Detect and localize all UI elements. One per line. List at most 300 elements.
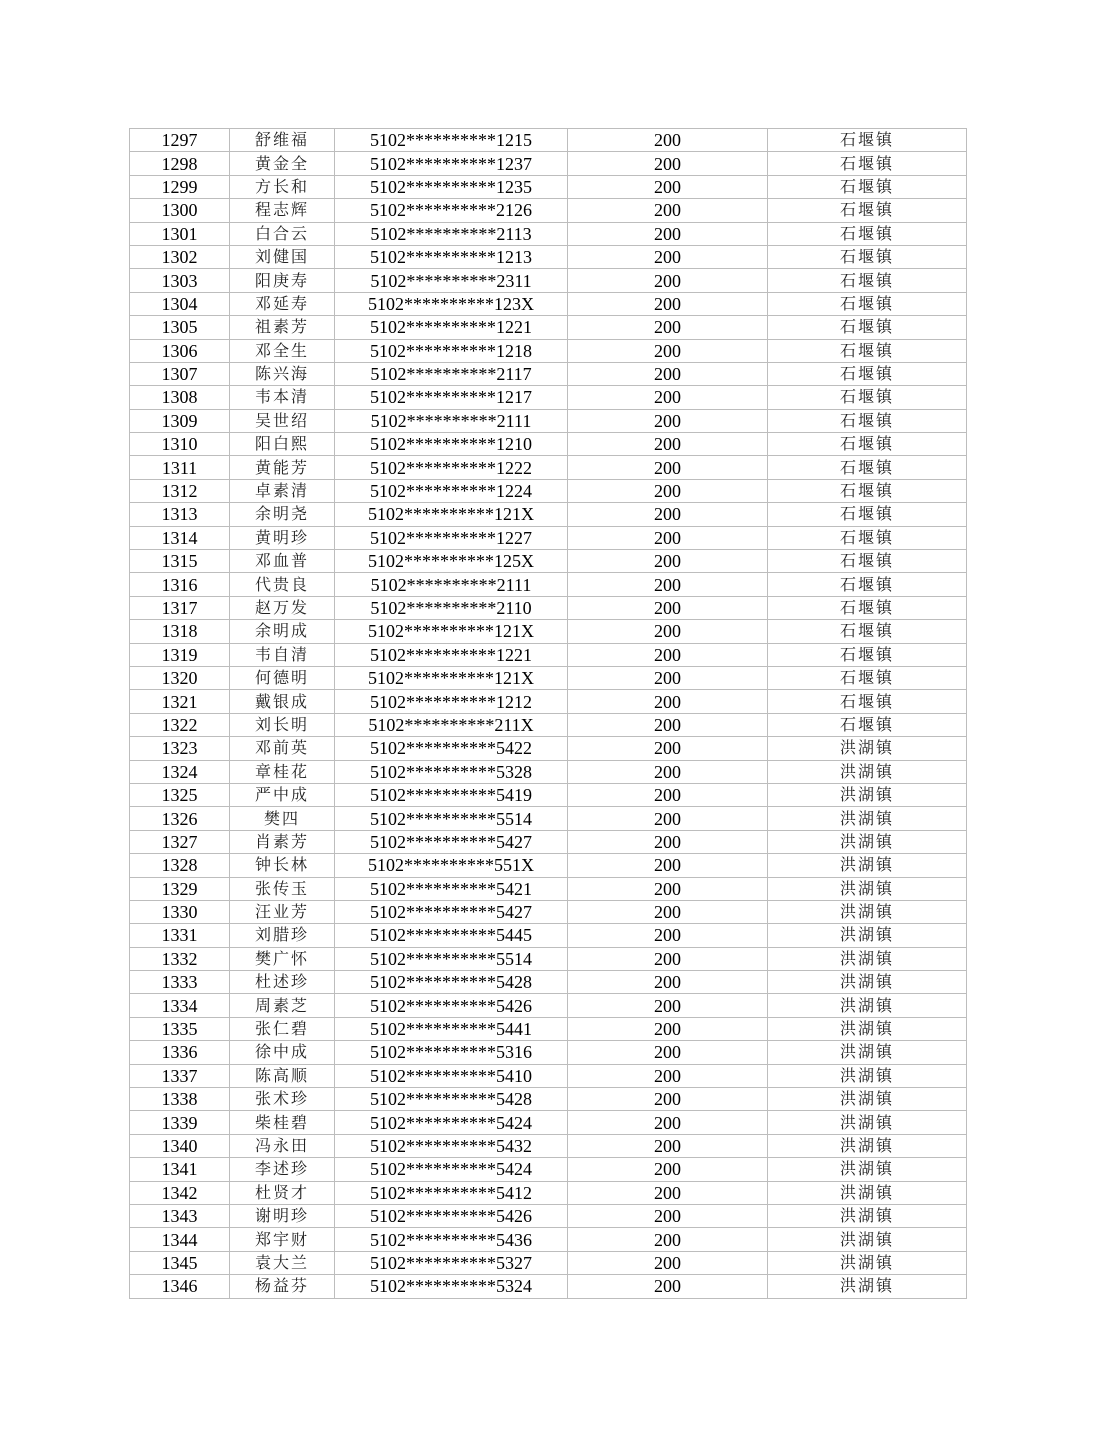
masked-id-cell: 5102**********2113	[335, 222, 568, 245]
masked-id-cell: 5102**********1218	[335, 339, 568, 362]
person-name-cell: 樊四	[230, 807, 335, 830]
table-row	[130, 690, 967, 713]
person-name-cell: 张术珍	[230, 1088, 335, 1111]
row-number-cell: 1339	[130, 1111, 230, 1134]
town-cell: 洪湖镇	[768, 830, 967, 853]
masked-id-cell: 5102**********1215	[335, 129, 568, 152]
amount-cell: 200	[568, 386, 768, 409]
table-row	[130, 362, 967, 385]
masked-id-cell: 5102**********1222	[335, 456, 568, 479]
town-cell: 洪湖镇	[768, 900, 967, 923]
masked-id-cell: 5102**********2117	[335, 362, 568, 385]
row-number-cell: 1324	[130, 760, 230, 783]
town-cell: 石堰镇	[768, 573, 967, 596]
row-number-cell: 1330	[130, 900, 230, 923]
town-cell: 洪湖镇	[768, 1088, 967, 1111]
row-number-cell: 1336	[130, 1041, 230, 1064]
amount-cell: 200	[568, 713, 768, 736]
table-row	[130, 526, 967, 549]
row-number-cell: 1313	[130, 503, 230, 526]
table-row	[130, 1204, 967, 1227]
masked-id-cell: 5102**********5427	[335, 900, 568, 923]
table-row	[130, 409, 967, 432]
masked-id-cell: 5102**********5419	[335, 783, 568, 806]
amount-cell: 200	[568, 362, 768, 385]
town-cell: 石堰镇	[768, 526, 967, 549]
person-name-cell: 阳白熙	[230, 433, 335, 456]
row-number-cell: 1329	[130, 877, 230, 900]
amount-cell: 200	[568, 1134, 768, 1157]
table-row	[130, 503, 967, 526]
amount-cell: 200	[568, 807, 768, 830]
person-name-cell: 杨益芬	[230, 1275, 335, 1298]
masked-id-cell: 5102**********5327	[335, 1251, 568, 1274]
person-name-cell: 李述珍	[230, 1158, 335, 1181]
amount-cell: 200	[568, 994, 768, 1017]
amount-cell: 200	[568, 971, 768, 994]
amount-cell: 200	[568, 1041, 768, 1064]
amount-cell: 200	[568, 222, 768, 245]
row-number-cell: 1334	[130, 994, 230, 1017]
table-row	[130, 573, 967, 596]
masked-id-cell: 5102**********5410	[335, 1064, 568, 1087]
amount-cell: 200	[568, 1017, 768, 1040]
table-row	[130, 994, 967, 1017]
amount-cell: 200	[568, 409, 768, 432]
town-cell: 石堰镇	[768, 316, 967, 339]
masked-id-cell: 5102**********2110	[335, 596, 568, 619]
amount-cell: 200	[568, 550, 768, 573]
town-cell: 石堰镇	[768, 503, 967, 526]
amount-cell: 200	[568, 924, 768, 947]
masked-id-cell: 5102**********1237	[335, 152, 568, 175]
masked-id-cell: 5102**********1213	[335, 245, 568, 268]
row-number-cell: 1306	[130, 339, 230, 362]
masked-id-cell: 5102**********1227	[335, 526, 568, 549]
person-name-cell: 刘腊珍	[230, 924, 335, 947]
row-number-cell: 1320	[130, 666, 230, 689]
amount-cell: 200	[568, 854, 768, 877]
town-cell: 洪湖镇	[768, 971, 967, 994]
town-cell: 石堰镇	[768, 152, 967, 175]
person-name-cell: 邓前英	[230, 737, 335, 760]
table-row	[130, 1017, 967, 1040]
row-number-cell: 1344	[130, 1228, 230, 1251]
masked-id-cell: 5102**********123X	[335, 292, 568, 315]
person-name-cell: 吴世绍	[230, 409, 335, 432]
masked-id-cell: 5102**********5316	[335, 1041, 568, 1064]
row-number-cell: 1304	[130, 292, 230, 315]
table-row	[130, 666, 967, 689]
table-row	[130, 199, 967, 222]
table-row	[130, 1181, 967, 1204]
masked-id-cell: 5102**********5427	[335, 830, 568, 853]
table-row	[130, 129, 967, 152]
person-name-cell: 韦本清	[230, 386, 335, 409]
amount-cell: 200	[568, 737, 768, 760]
amount-cell: 200	[568, 1158, 768, 1181]
row-number-cell: 1301	[130, 222, 230, 245]
table-row	[130, 924, 967, 947]
amount-cell: 200	[568, 666, 768, 689]
person-name-cell: 杜贤才	[230, 1181, 335, 1204]
amount-cell: 200	[568, 643, 768, 666]
town-cell: 洪湖镇	[768, 783, 967, 806]
amount-cell: 200	[568, 900, 768, 923]
row-number-cell: 1345	[130, 1251, 230, 1274]
table-row	[130, 269, 967, 292]
row-number-cell: 1315	[130, 550, 230, 573]
town-cell: 洪湖镇	[768, 1041, 967, 1064]
table-row	[130, 947, 967, 970]
row-number-cell: 1342	[130, 1181, 230, 1204]
town-cell: 洪湖镇	[768, 807, 967, 830]
masked-id-cell: 5102**********1210	[335, 433, 568, 456]
table-row	[130, 971, 967, 994]
amount-cell: 200	[568, 1251, 768, 1274]
person-name-cell: 阳庚寿	[230, 269, 335, 292]
row-number-cell: 1300	[130, 199, 230, 222]
table-row	[130, 596, 967, 619]
town-cell: 洪湖镇	[768, 1134, 967, 1157]
table-row	[130, 1228, 967, 1251]
masked-id-cell: 5102**********2111	[335, 409, 568, 432]
row-number-cell: 1312	[130, 479, 230, 502]
amount-cell: 200	[568, 947, 768, 970]
amount-cell: 200	[568, 339, 768, 362]
row-number-cell: 1321	[130, 690, 230, 713]
person-name-cell: 白合云	[230, 222, 335, 245]
table-row	[130, 877, 967, 900]
person-name-cell: 卓素清	[230, 479, 335, 502]
town-cell: 石堰镇	[768, 409, 967, 432]
person-name-cell: 黄明珍	[230, 526, 335, 549]
town-cell: 石堰镇	[768, 129, 967, 152]
masked-id-cell: 5102**********121X	[335, 620, 568, 643]
town-cell: 石堰镇	[768, 550, 967, 573]
table-row	[130, 1251, 967, 1274]
masked-id-cell: 5102**********5514	[335, 947, 568, 970]
town-cell: 洪湖镇	[768, 1017, 967, 1040]
row-number-cell: 1317	[130, 596, 230, 619]
amount-cell: 200	[568, 245, 768, 268]
person-name-cell: 黄能芳	[230, 456, 335, 479]
town-cell: 洪湖镇	[768, 760, 967, 783]
row-number-cell: 1303	[130, 269, 230, 292]
row-number-cell: 1305	[130, 316, 230, 339]
row-number-cell: 1343	[130, 1204, 230, 1227]
table-row	[130, 620, 967, 643]
person-name-cell: 肖素芳	[230, 830, 335, 853]
person-name-cell: 谢明珍	[230, 1204, 335, 1227]
person-name-cell: 郑宇财	[230, 1228, 335, 1251]
table-row	[130, 1111, 967, 1134]
masked-id-cell: 5102**********5424	[335, 1158, 568, 1181]
table-row	[130, 1158, 967, 1181]
person-name-cell: 黄金全	[230, 152, 335, 175]
table-row	[130, 1088, 967, 1111]
amount-cell: 200	[568, 479, 768, 502]
row-number-cell: 1316	[130, 573, 230, 596]
person-name-cell: 何德明	[230, 666, 335, 689]
person-name-cell: 钟长林	[230, 854, 335, 877]
row-number-cell: 1319	[130, 643, 230, 666]
person-name-cell: 韦自清	[230, 643, 335, 666]
row-number-cell: 1340	[130, 1134, 230, 1157]
town-cell: 洪湖镇	[768, 877, 967, 900]
amount-cell: 200	[568, 1088, 768, 1111]
town-cell: 洪湖镇	[768, 1204, 967, 1227]
amount-cell: 200	[568, 1275, 768, 1298]
row-number-cell: 1331	[130, 924, 230, 947]
masked-id-cell: 5102**********1212	[335, 690, 568, 713]
person-name-cell: 周素芝	[230, 994, 335, 1017]
amount-cell: 200	[568, 596, 768, 619]
town-cell: 石堰镇	[768, 199, 967, 222]
person-name-cell: 邓全生	[230, 339, 335, 362]
amount-cell: 200	[568, 620, 768, 643]
amount-cell: 200	[568, 573, 768, 596]
masked-id-cell: 5102**********2126	[335, 199, 568, 222]
town-cell: 洪湖镇	[768, 947, 967, 970]
person-name-cell: 余明成	[230, 620, 335, 643]
row-number-cell: 1307	[130, 362, 230, 385]
town-cell: 石堰镇	[768, 643, 967, 666]
person-name-cell: 邓延寿	[230, 292, 335, 315]
row-number-cell: 1311	[130, 456, 230, 479]
masked-id-cell: 5102**********5426	[335, 994, 568, 1017]
table-row	[130, 1041, 967, 1064]
amount-cell: 200	[568, 526, 768, 549]
person-name-cell: 邓血普	[230, 550, 335, 573]
amount-cell: 200	[568, 433, 768, 456]
person-name-cell: 祖素芳	[230, 316, 335, 339]
table-row	[130, 550, 967, 573]
table-row	[130, 292, 967, 315]
table-body	[130, 129, 967, 1299]
person-name-cell: 张传玉	[230, 877, 335, 900]
person-name-cell: 戴银成	[230, 690, 335, 713]
town-cell: 石堰镇	[768, 690, 967, 713]
town-cell: 石堰镇	[768, 596, 967, 619]
table-row	[130, 1134, 967, 1157]
amount-cell: 200	[568, 152, 768, 175]
masked-id-cell: 5102**********5432	[335, 1134, 568, 1157]
person-name-cell: 徐中成	[230, 1041, 335, 1064]
town-cell: 洪湖镇	[768, 1275, 967, 1298]
row-number-cell: 1323	[130, 737, 230, 760]
subsidy-list-table	[129, 128, 967, 1299]
person-name-cell: 舒维福	[230, 129, 335, 152]
table-row	[130, 713, 967, 736]
masked-id-cell: 5102**********1224	[335, 479, 568, 502]
masked-id-cell: 5102**********1221	[335, 316, 568, 339]
person-name-cell: 方长和	[230, 175, 335, 198]
row-number-cell: 1341	[130, 1158, 230, 1181]
masked-id-cell: 5102**********121X	[335, 503, 568, 526]
row-number-cell: 1346	[130, 1275, 230, 1298]
table-row	[130, 152, 967, 175]
row-number-cell: 1328	[130, 854, 230, 877]
row-number-cell: 1314	[130, 526, 230, 549]
amount-cell: 200	[568, 1181, 768, 1204]
row-number-cell: 1298	[130, 152, 230, 175]
person-name-cell: 严中成	[230, 783, 335, 806]
masked-id-cell: 5102**********5421	[335, 877, 568, 900]
town-cell: 石堰镇	[768, 713, 967, 736]
town-cell: 洪湖镇	[768, 1251, 967, 1274]
town-cell: 洪湖镇	[768, 737, 967, 760]
row-number-cell: 1325	[130, 783, 230, 806]
masked-id-cell: 5102**********5324	[335, 1275, 568, 1298]
town-cell: 洪湖镇	[768, 1181, 967, 1204]
row-number-cell: 1308	[130, 386, 230, 409]
amount-cell: 200	[568, 1111, 768, 1134]
town-cell: 石堰镇	[768, 222, 967, 245]
table-row	[130, 643, 967, 666]
person-name-cell: 袁大兰	[230, 1251, 335, 1274]
masked-id-cell: 5102**********211X	[335, 713, 568, 736]
amount-cell: 200	[568, 690, 768, 713]
table-row	[130, 175, 967, 198]
table-row	[130, 386, 967, 409]
masked-id-cell: 5102**********5445	[335, 924, 568, 947]
table-row	[130, 433, 967, 456]
town-cell: 石堰镇	[768, 339, 967, 362]
person-name-cell: 程志辉	[230, 199, 335, 222]
person-name-cell: 陈高顺	[230, 1064, 335, 1087]
table-row	[130, 807, 967, 830]
row-number-cell: 1297	[130, 129, 230, 152]
masked-id-cell: 5102**********1217	[335, 386, 568, 409]
masked-id-cell: 5102**********5424	[335, 1111, 568, 1134]
town-cell: 石堰镇	[768, 175, 967, 198]
amount-cell: 200	[568, 1228, 768, 1251]
town-cell: 石堰镇	[768, 362, 967, 385]
town-cell: 洪湖镇	[768, 1228, 967, 1251]
table-row	[130, 316, 967, 339]
table-row	[130, 760, 967, 783]
table-row	[130, 245, 967, 268]
person-name-cell: 汪业芳	[230, 900, 335, 923]
amount-cell: 200	[568, 129, 768, 152]
table-row	[130, 456, 967, 479]
town-cell: 石堰镇	[768, 269, 967, 292]
person-name-cell: 张仁碧	[230, 1017, 335, 1040]
person-name-cell: 章桂花	[230, 760, 335, 783]
row-number-cell: 1333	[130, 971, 230, 994]
amount-cell: 200	[568, 1064, 768, 1087]
person-name-cell: 代贵良	[230, 573, 335, 596]
town-cell: 洪湖镇	[768, 994, 967, 1017]
table-row	[130, 900, 967, 923]
amount-cell: 200	[568, 830, 768, 853]
masked-id-cell: 5102**********2311	[335, 269, 568, 292]
row-number-cell: 1309	[130, 409, 230, 432]
masked-id-cell: 5102**********1235	[335, 175, 568, 198]
row-number-cell: 1299	[130, 175, 230, 198]
town-cell: 石堰镇	[768, 433, 967, 456]
amount-cell: 200	[568, 1204, 768, 1227]
town-cell: 石堰镇	[768, 456, 967, 479]
row-number-cell: 1310	[130, 433, 230, 456]
town-cell: 石堰镇	[768, 292, 967, 315]
table-row	[130, 222, 967, 245]
row-number-cell: 1322	[130, 713, 230, 736]
table-row	[130, 854, 967, 877]
amount-cell: 200	[568, 456, 768, 479]
person-name-cell: 杜述珍	[230, 971, 335, 994]
person-name-cell: 柴桂碧	[230, 1111, 335, 1134]
row-number-cell: 1326	[130, 807, 230, 830]
table-row	[130, 1275, 967, 1298]
masked-id-cell: 5102**********1221	[335, 643, 568, 666]
table-row	[130, 737, 967, 760]
table-row	[130, 783, 967, 806]
row-number-cell: 1335	[130, 1017, 230, 1040]
person-name-cell: 陈兴海	[230, 362, 335, 385]
person-name-cell: 余明尧	[230, 503, 335, 526]
masked-id-cell: 5102**********551X	[335, 854, 568, 877]
town-cell: 石堰镇	[768, 386, 967, 409]
town-cell: 石堰镇	[768, 245, 967, 268]
table-row	[130, 339, 967, 362]
table-row	[130, 1064, 967, 1087]
person-name-cell: 冯永田	[230, 1134, 335, 1157]
person-name-cell: 刘长明	[230, 713, 335, 736]
amount-cell: 200	[568, 269, 768, 292]
masked-id-cell: 5102**********5441	[335, 1017, 568, 1040]
masked-id-cell: 5102**********5426	[335, 1204, 568, 1227]
masked-id-cell: 5102**********5328	[335, 760, 568, 783]
town-cell: 石堰镇	[768, 479, 967, 502]
person-name-cell: 刘健国	[230, 245, 335, 268]
town-cell: 洪湖镇	[768, 854, 967, 877]
masked-id-cell: 5102**********5436	[335, 1228, 568, 1251]
table-row	[130, 479, 967, 502]
amount-cell: 200	[568, 292, 768, 315]
row-number-cell: 1302	[130, 245, 230, 268]
row-number-cell: 1337	[130, 1064, 230, 1087]
row-number-cell: 1338	[130, 1088, 230, 1111]
masked-id-cell: 5102**********5514	[335, 807, 568, 830]
row-number-cell: 1318	[130, 620, 230, 643]
amount-cell: 200	[568, 877, 768, 900]
amount-cell: 200	[568, 316, 768, 339]
town-cell: 洪湖镇	[768, 1111, 967, 1134]
amount-cell: 200	[568, 175, 768, 198]
town-cell: 石堰镇	[768, 666, 967, 689]
amount-cell: 200	[568, 760, 768, 783]
masked-id-cell: 5102**********2111	[335, 573, 568, 596]
table-row	[130, 830, 967, 853]
masked-id-cell: 5102**********121X	[335, 666, 568, 689]
row-number-cell: 1327	[130, 830, 230, 853]
town-cell: 洪湖镇	[768, 924, 967, 947]
person-name-cell: 赵万发	[230, 596, 335, 619]
masked-id-cell: 5102**********5412	[335, 1181, 568, 1204]
town-cell: 石堰镇	[768, 620, 967, 643]
amount-cell: 200	[568, 503, 768, 526]
town-cell: 洪湖镇	[768, 1158, 967, 1181]
amount-cell: 200	[568, 199, 768, 222]
masked-id-cell: 5102**********125X	[335, 550, 568, 573]
town-cell: 洪湖镇	[768, 1064, 967, 1087]
person-name-cell: 樊广怀	[230, 947, 335, 970]
masked-id-cell: 5102**********5428	[335, 1088, 568, 1111]
amount-cell: 200	[568, 783, 768, 806]
row-number-cell: 1332	[130, 947, 230, 970]
